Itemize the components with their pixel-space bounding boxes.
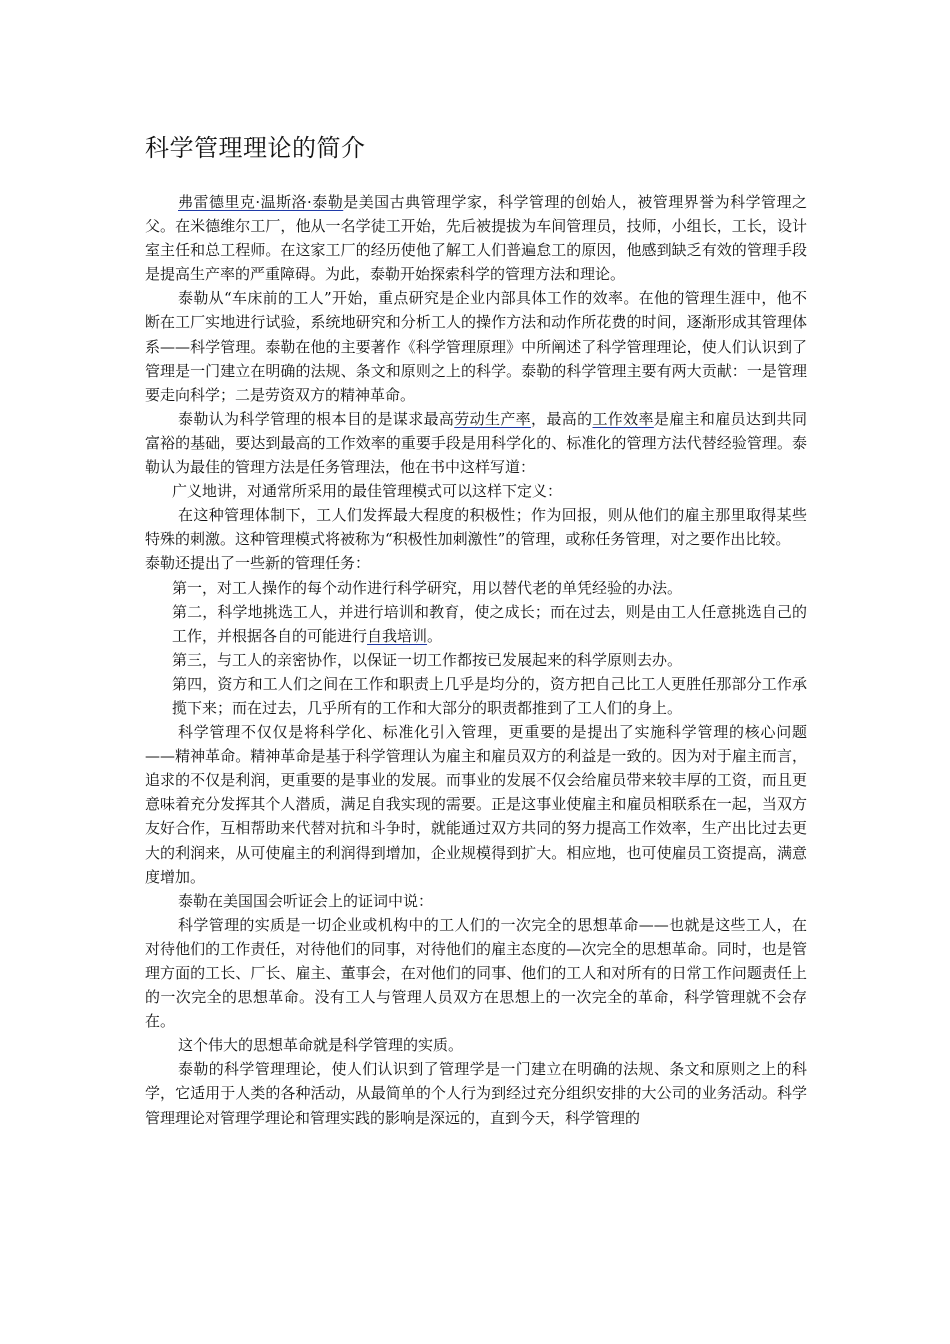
task-item-1: 第一，对工人操作的每个动作进行科学研究，用以替代老的单凭经验的办法。 (172, 578, 683, 597)
paragraph-text: 第二，科学地挑选工人，并进行培训和教育，使之成长；而在过去，则是由工人任意挑选自己的工作，并根据各自的可能进行 (172, 602, 807, 645)
paragraph-research: 泰勒从“车床前的工人”开始，重点研究是企业内部具体工作的效率。在他的管理生涯中，他不断在工厂实地进行试验，系统地研究和分析工人的操作方法和动作所花费的时间，逐渐形成其管理体系——科学管理。泰勒在他的主要著作《科学管理原理》中所阐述了科学管理理论，使人们认识到了管理是一门建立在明确的法规、条文和原则之上的科学。泰勒的科学管理主要有两大贡献：一是管理要走向科学；二是劳资双方的精神革命。 (145, 289, 807, 404)
work-efficiency-link[interactable]: 工作效率 (592, 409, 654, 428)
paragraph-tasks-intro: 泰勒还提出了一些新的管理任务： (145, 554, 371, 573)
paragraph-intro (145, 190, 807, 286)
paragraph-mental-revolution: 科学管理不仅仅是将科学化、标准化引入管理，更重要的是提出了实施科学管理的核心问题——精神革命。精神革命是基于科学管理认为雇主和雇员双方的利益是一致的。因为对于雇主而言，追求的不仅是利润，更重要的是事业的发展。而事业的发展不仅会给雇员带来较丰厚的工资，而且更意味着充分发挥其个人潜质，满足自我实现的需要。正是这事业使雇主和雇员相联系在一起，当双方友好合作，互相帮助来代替对抗和斗争时，就能通过双方共同的努力提高工作效率，生产出比过去更大的利润来，从可使雇主的利润得到增加，企业规模得到扩大。相应地，也可使雇员工资提高，满意度增加。 (145, 723, 807, 886)
self-training-link[interactable]: 自我培训 (367, 626, 428, 645)
paragraph-text: 是雇主和雇员达到共同富裕的基础，要达到最高的工作效率的重要手段是用科学化的、标准化的管理方法代替经验管理。泰勒认为最佳的管理方法是任务管理法，他在书中这样写道： (145, 409, 807, 477)
paragraph-testimony-intro: 泰勒在美国国会听证会上的证词中说： (178, 891, 434, 910)
paragraph-text: ，最高的 (531, 409, 593, 428)
taylor-link[interactable]: 弗雷德里克·温斯洛·泰勒 (178, 193, 344, 211)
page-title: 科学管理理论的简介 (145, 134, 366, 162)
document-body (145, 190, 807, 1130)
paragraph-text: 是美国古典管理学家，科学管理的创始人，被管理界誉为科学管理之父。在米德维尔工厂，他从一名学徒工开始，先后被提拔为车间管理员，技师，小组长，工长，设计室主任和总工程师。在这家工厂的经历使他了解工人们普遍怠工的原因，他感到缺乏有效的管理手段是提高生产率的严重障碍。为此，泰勒开始探索科学的管理方法和理论。 (145, 193, 807, 284)
paragraph-conclusion: 泰勒的科学管理理论，使人们认识到了管理学是一门建立在明确的法规、条文和原则之上的科学，它适用于人类的各种活动，从最简单的个人行为到经过充分组织安排的大公司的业务活动。科学管理理论对管理学理论和管理实践的影响是深远的，直到今天，科学管理的 (145, 1060, 807, 1127)
paragraph-definition: 广义地讲，对通常所采用的最佳管理模式可以这样下定义： (172, 482, 563, 501)
paragraph-testimony: 科学管理的实质是一切企业或机构中的工人们的一次完全的思想革命——也就是这些工人，在对待他们的工作责任，对待他们的同事，对待他们的雇主态度的—次完全的思想革命。同时，也是管理方面的工长、厂长、雇主、董事会，在对他们的同事、他们的工人和对所有的日常工作问题责任上的一次完全的思想革命。没有工人与管理人员双方在思想上的一次完全的革命，科学管理就不会存在。 (145, 915, 807, 1031)
paragraph-quote: 在这种管理体制下，工人们发挥最大程度的积极性；作为回报，则从他们的雇主那里取得某些特殊的刺激。这种管理模式将被称为“积极性加刺激性”的管理，或称任务管理，对之要作出比较。 (145, 506, 807, 549)
paragraph-text: 。 (427, 626, 443, 645)
paragraph-purpose (145, 407, 807, 479)
task-item-3: 第三，与工人的亲密协作，以保证一切工作都按已发展起来的科学原则去办。 (172, 650, 683, 669)
task-item-2 (145, 600, 807, 648)
paragraph-text: 泰勒认为科学管理的根本目的是谋求最高 (178, 409, 455, 428)
paragraph-essence: 这个伟大的思想革命就是科学管理的实质。 (178, 1036, 464, 1055)
labor-productivity-link[interactable]: 劳动生产率 (454, 409, 532, 428)
task-item-4: 第四，资方和工人们之间在工作和职责上几乎是均分的，资方把自己比工人更胜任那部分工作承揽下来；而在过去，几乎所有的工作和大部分的职责都推到了工人们的身上。 (172, 674, 807, 717)
